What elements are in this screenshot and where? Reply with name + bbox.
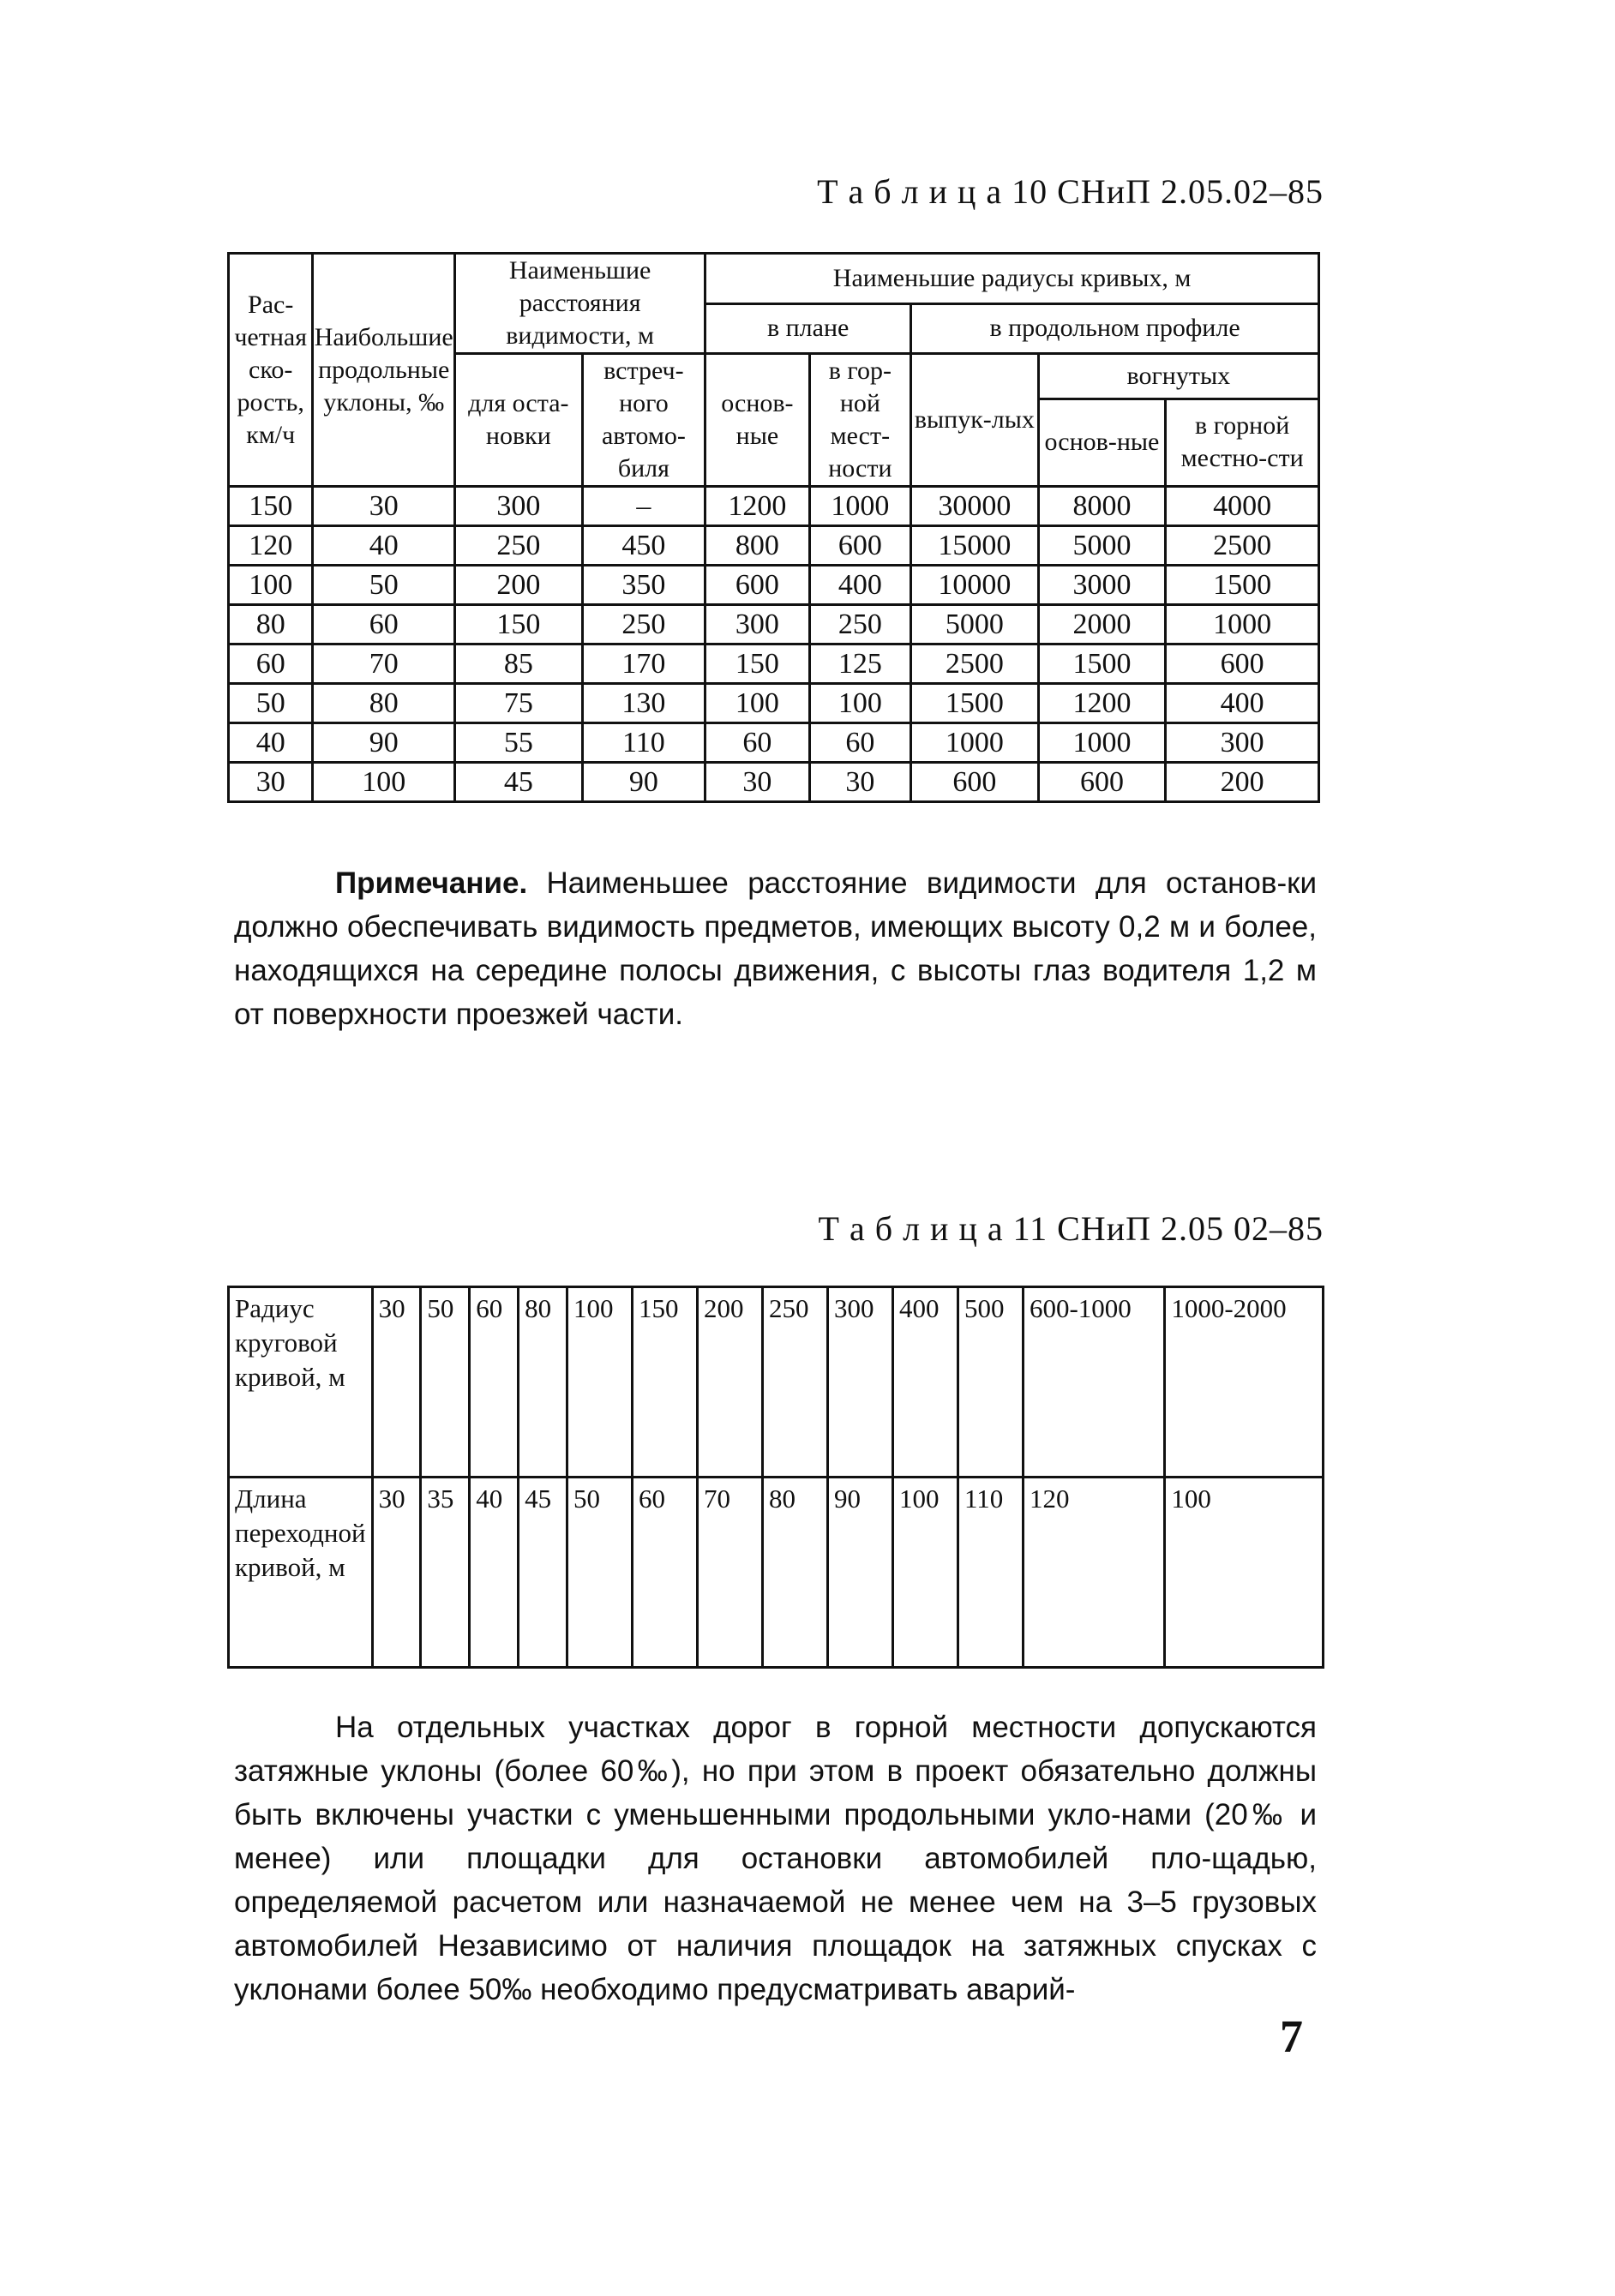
table-cell: 4000 <box>1166 487 1319 526</box>
page-number: 7 <box>1280 2011 1303 2062</box>
table-cell: 200 <box>1166 763 1319 802</box>
table-cell: 70 <box>313 644 455 684</box>
table-cell: 400 <box>1166 684 1319 723</box>
table-cell: 60 <box>229 644 313 684</box>
table-cell: 1500 <box>1166 566 1319 605</box>
table-cell: 3000 <box>1038 566 1166 605</box>
table-cell: 60 <box>705 723 809 763</box>
table-row <box>229 763 1319 802</box>
table-row <box>229 526 1319 566</box>
table-cell: 40 <box>470 1478 519 1668</box>
table-cell: 35 <box>421 1478 470 1668</box>
table-cell: 250 <box>582 605 705 644</box>
table-cell: 1200 <box>705 487 809 526</box>
table-cell: 75 <box>455 684 583 723</box>
header-radii: Наименьшие радиусы кривых, м <box>705 254 1319 304</box>
table-cell: 1000 <box>1038 723 1166 763</box>
table-cell: – <box>582 487 705 526</box>
table-cell: 2500 <box>1166 526 1319 566</box>
table-cell: 10000 <box>911 566 1039 605</box>
table-cell: 90 <box>313 723 455 763</box>
table-cell: 60 <box>470 1287 519 1478</box>
table-cell: 400 <box>892 1287 958 1478</box>
table-cell: 50 <box>421 1287 470 1478</box>
table10-body <box>229 487 1319 802</box>
table-cell: 100 <box>892 1478 958 1668</box>
table10 <box>227 252 1320 803</box>
table-cell: 200 <box>697 1287 762 1478</box>
table-cell: 100 <box>313 763 455 802</box>
table-cell: 60 <box>809 723 910 763</box>
table-cell: 100 <box>567 1287 632 1478</box>
table-cell: 60 <box>632 1478 697 1668</box>
table-cell: 600 <box>1038 763 1166 802</box>
note-text: Наименьшее расстояние видимости для останов-ки должно обеспечивать видимость предметов, имеющих высоту 0,2 м и более, находящихся на середине полосы движения, с высоты глаз водителя 1,2 м от поверхности проезжей части. <box>234 866 1317 1031</box>
table-cell: 300 <box>705 605 809 644</box>
table-cell: 8000 <box>1038 487 1166 526</box>
table-cell: 30 <box>705 763 809 802</box>
table-cell: 600 <box>705 566 809 605</box>
body-paragraph: На отдельных участках дорог в горной местности допускаются затяжные уклоны (более 60‰), но при этом в проект обязательно должны быть включены участки с уменьшенными продольными укло-нами (20‰ и менее) или площадки для остановки автомобилей пло-щадью, определяемой расчетом или назначаемой не менее чем на 3–5 грузовых автомобилей Независимо от наличия площадок на затяжных спусках с уклонами более 50‰ необходимо предусматривать аварий- <box>234 1711 1317 2006</box>
table-cell: 100 <box>229 566 313 605</box>
table-cell: 150 <box>229 487 313 526</box>
header-plan-basic: основ-ные <box>705 354 809 487</box>
table-cell: 300 <box>1166 723 1319 763</box>
note-paragraph <box>234 861 1317 1036</box>
table-cell: 600 <box>911 763 1039 802</box>
table-cell: 300 <box>827 1287 892 1478</box>
table-cell: 5000 <box>911 605 1039 644</box>
table-cell: 2000 <box>1038 605 1166 644</box>
table-cell: 55 <box>455 723 583 763</box>
table-cell: 1000-2000 <box>1165 1287 1324 1478</box>
table-cell: 200 <box>455 566 583 605</box>
table-cell: 40 <box>313 526 455 566</box>
header-plan-mountain: в гор-ной мест-ности <box>809 354 910 487</box>
table-cell: 170 <box>582 644 705 684</box>
table-cell: 90 <box>582 763 705 802</box>
table-cell: 450 <box>582 526 705 566</box>
header-speed: Рас-четная ско-рость, км/ч <box>229 254 313 487</box>
table-cell: 85 <box>455 644 583 684</box>
header-concave-mountain: в горной местно-сти <box>1166 399 1319 486</box>
header-stop: для оста-новки <box>455 354 583 487</box>
table-cell: 1200 <box>1038 684 1166 723</box>
table-cell: 50 <box>567 1478 632 1668</box>
table-row <box>229 684 1319 723</box>
table-cell: 300 <box>455 487 583 526</box>
table-cell: 2500 <box>911 644 1039 684</box>
table-cell: 800 <box>705 526 809 566</box>
table-cell: 250 <box>455 526 583 566</box>
table-row <box>229 723 1319 763</box>
header-in-plan: в плане <box>705 303 911 354</box>
table-cell: 100 <box>809 684 910 723</box>
table11 <box>227 1286 1324 1669</box>
table-cell: 150 <box>632 1287 697 1478</box>
table-cell: 1000 <box>1166 605 1319 644</box>
table-cell: 110 <box>582 723 705 763</box>
table-cell: 30 <box>809 763 910 802</box>
header-convex: выпук-лых <box>911 354 1039 487</box>
header-in-profile: в продольном профиле <box>911 303 1319 354</box>
table-cell: 1000 <box>911 723 1039 763</box>
table-cell: 1500 <box>1038 644 1166 684</box>
table-cell: 45 <box>455 763 583 802</box>
table-cell: 30000 <box>911 487 1039 526</box>
table-row <box>229 566 1319 605</box>
header-concave-basic: основ-ные <box>1038 399 1166 486</box>
table-cell: 15000 <box>911 526 1039 566</box>
table-cell: 120 <box>1023 1478 1164 1668</box>
table-row <box>229 644 1319 684</box>
table-cell: 120 <box>229 526 313 566</box>
table-cell: 600 <box>809 526 910 566</box>
header-visibility: Наименьшие расстояния видимости, м <box>455 254 705 354</box>
table-cell: 50 <box>229 684 313 723</box>
table-cell: 60 <box>313 605 455 644</box>
table-cell: 30 <box>229 763 313 802</box>
table11-row-radius <box>229 1287 1324 1478</box>
table11-row-length <box>229 1478 1324 1668</box>
table-cell: 350 <box>582 566 705 605</box>
table-cell: 250 <box>762 1287 827 1478</box>
table-cell: 80 <box>762 1478 827 1668</box>
table-row <box>229 487 1319 526</box>
table-cell: 150 <box>705 644 809 684</box>
table-cell: 500 <box>958 1287 1023 1478</box>
table-cell: 30 <box>313 487 455 526</box>
table-cell: 30 <box>372 1478 421 1668</box>
table-cell: 5000 <box>1038 526 1166 566</box>
header-concave: вогнутых <box>1038 354 1318 399</box>
table-cell: 125 <box>809 644 910 684</box>
header-oncoming: встреч-ного автомо-биля <box>582 354 705 487</box>
table-cell: 100 <box>705 684 809 723</box>
table-cell: 600 <box>1166 644 1319 684</box>
table-cell: 30 <box>372 1287 421 1478</box>
table-cell: 250 <box>809 605 910 644</box>
table-cell: 110 <box>958 1478 1023 1668</box>
row-label-radius: Радиус круговой кривой, м <box>229 1287 373 1478</box>
table10-caption: Т а б л и ц а 10 СНиП 2.05.02–85 <box>817 172 1324 211</box>
note-label: Примечание. <box>335 866 528 900</box>
table-cell: 150 <box>455 605 583 644</box>
header-slope: Наибольшие продольные уклоны, ‰ <box>313 254 455 487</box>
table-cell: 45 <box>519 1478 567 1668</box>
table-cell: 80 <box>313 684 455 723</box>
table-cell: 1000 <box>809 487 910 526</box>
table-cell: 600-1000 <box>1023 1287 1164 1478</box>
table-cell: 40 <box>229 723 313 763</box>
table-cell: 70 <box>697 1478 762 1668</box>
table-cell: 50 <box>313 566 455 605</box>
table-cell: 80 <box>519 1287 567 1478</box>
table11-caption: Т а б л и ц а 11 СНиП 2.05 02–85 <box>818 1209 1324 1248</box>
row-label-length: Длина переходной кривой, м <box>229 1478 373 1668</box>
table-row <box>229 605 1319 644</box>
table-cell: 80 <box>229 605 313 644</box>
table-cell: 100 <box>1165 1478 1324 1668</box>
table-cell: 1500 <box>911 684 1039 723</box>
table-cell: 130 <box>582 684 705 723</box>
table-cell: 90 <box>827 1478 892 1668</box>
table-cell: 400 <box>809 566 910 605</box>
